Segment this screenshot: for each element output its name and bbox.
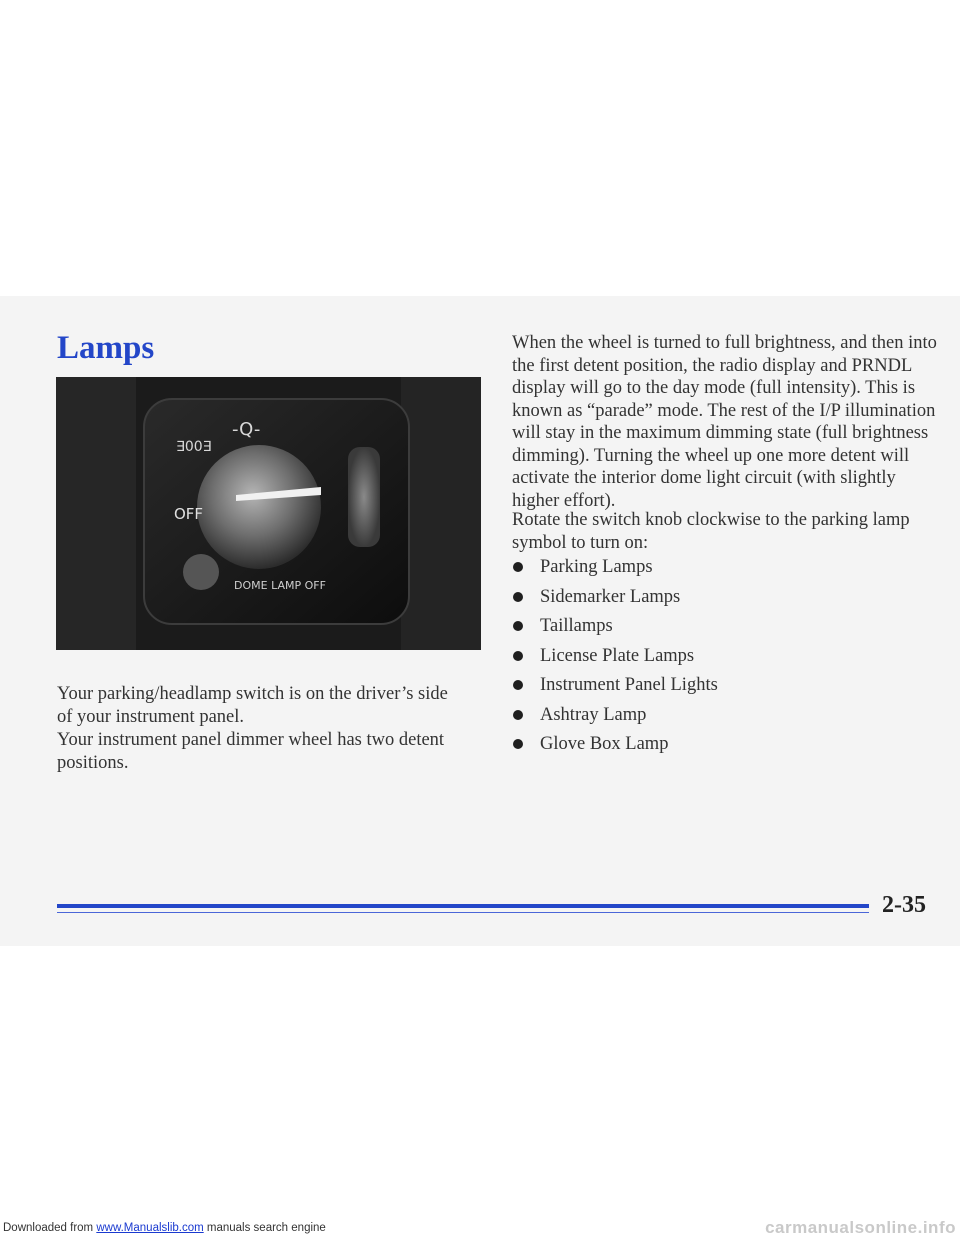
footer-suffix: manuals search engine [203, 1222, 326, 1234]
headlamp-symbol-icon: -Q- [232, 419, 261, 440]
download-footer [3, 1222, 326, 1234]
bullet-icon [513, 651, 523, 661]
off-label: OFF [174, 505, 204, 523]
footer-rule-thin [57, 912, 869, 913]
bullet-icon [513, 592, 523, 602]
bullet-icon [513, 680, 523, 690]
bullet-icon [513, 621, 523, 631]
headlamp-switch-photo [56, 377, 481, 650]
bullet-icon [513, 562, 523, 572]
bullet-icon [513, 739, 523, 749]
parking-symbol-label: ∃00∃ [176, 439, 212, 455]
right-paragraph-1: When the wheel is turned to full brightness, and then into the first detent position, the radio display and PRNDL display will go to the day mode (full intensity). This is known as “parade” mode. The rest of the I/P illumination will stay in the maximum dimming state (full brightness dimming). Turning the wheel up one more detent will activate the interior dome light circuit (with slightly higher effort). [512, 333, 937, 511]
section-title: Lamps [57, 330, 155, 366]
watermark: carmanualsonline.info [765, 1218, 956, 1237]
left-paragraph-2: Your instrument panel dimmer wheel has two detent positions. [57, 730, 445, 773]
left-paragraph-1: Your parking/headlamp switch is on the driver’s side of your instrument panel. [57, 684, 448, 727]
bullet-icon [513, 710, 523, 720]
footer-rule [57, 904, 869, 908]
page-number: 2-35 [882, 892, 926, 918]
right-paragraph-2: Rotate the switch knob clockwise to the parking lamp symbol to turn on: [512, 510, 910, 553]
dome-lamp-off-label: DOME LAMP OFF [234, 579, 326, 592]
manualslib-link[interactable]: www.Manualslib.com [96, 1222, 204, 1234]
footer-prefix: Downloaded from [3, 1222, 97, 1234]
